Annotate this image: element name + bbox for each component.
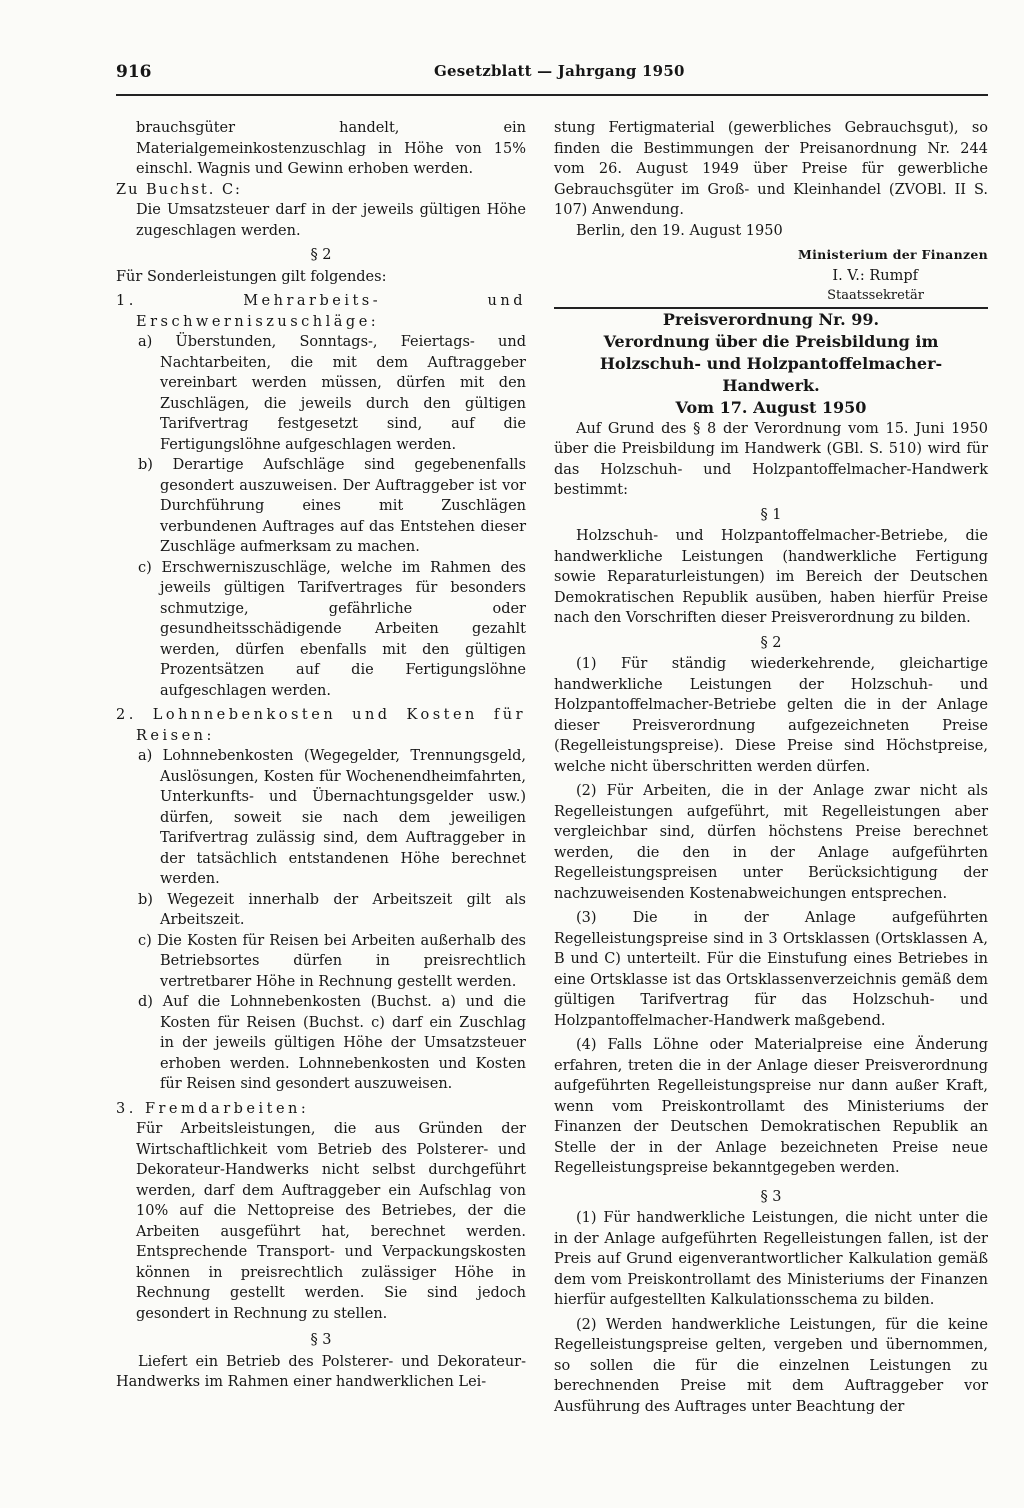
r-section-2-para-1: (1) Für ständig wiederkehrende, gleichartige handwerkliche Leistungen der Holzschuh- und Holzpantoffelmacher-Betriebe gelten die in der Anlage dieser Preisverordnung aufgezeichneten Preise (Regelleistungspreise). Diese Preise sind Höchstpreise, welche nicht überschritten werden dürfen. [554,656,988,775]
ministry-name: Ministerium der Finanzen [797,247,988,262]
item-1b: b) Derartige Aufschläge sind gegebenenfalls gesondert auszuweisen. Der Auftraggeber ist vor Durchführung eines mit Zuschlägen verbundenen Auftrages auf das Entstehen dieser Zuschläge aufmerksam zu machen. [138,457,526,555]
ordinance-number: Preisverordnung Nr. 99. [662,309,880,329]
heading-lohnnebenkosten: 2. Lohnnebenkosten und Kosten für Reisen: [116,707,526,744]
preamble: Auf Grund des § 8 der Verordnung vom 15. Juni 1950 über die Preisbildung im Handwerk (GBl. S. 510) wird für das Holzschuh- und Holzpantoffelmacher-Handwerk bestimmt: [554,420,988,498]
fremdarbeiten-text: Für Arbeitsleistungen, die aus Gründen der Wirtschaftlichkeit vom Betrieb des Polsterer- und Dekorateur-Handwerks nicht selbst durchgeführt werden, darf dem Auftraggeber ein Aufschlag von 10% auf die Nettopreise des Betriebes, der die Arbeiten ausgeführt hat, berechnet werden. Entsprechende Transport- und Verpackungskosten können in preisrechtlich zulässiger Höhe in Rechnung gestellt werden. Sie sind jedoch gesondert in Rechnung zu stellen. [136,1121,526,1322]
page-number: 916 [116,62,152,82]
section-3-heading: § 3 [310,1332,332,1348]
r-section-3-para-2: (2) Werden handwerkliche Leistungen, für die keine Regelleistungspreise gelten, vergeben und übernommen, so sollen die für die einzelnen Leistungen zu berechnenden Preise mit dem Auftraggeber vor Ausführung des Auftrages unter Beachtung der [554,1316,988,1415]
header-rule [116,94,988,96]
r-section-2-para-3: (3) Die in der Anlage aufgeführten Regelleistungspreise sind in 3 Ortsklassen (Ortsklassen A, B und C) unterteilt. Für die Einstufung eines Betriebes in eine Ortsklasse ist das Ortsklassenverzeichnis gemäß dem gültigen Tarifvertrag für das Holzschuh- und Holzpantoffelmacher-Handwerk maßgebend. [554,910,988,1029]
zu-buchst-c-label: Zu Buchst. C: [116,181,242,198]
item-1c: c) Erschwerniszuschläge, welche im Rahmen des jeweils gültigen Tarifvertrages für besonders schmutzige, gefährliche oder gesundheitsschädigende Arbeiten gezahlt werden, dürfen ebenfalls mit den gültigen Prozentsätzen auf die Fertigungslöhne aufgeschlagen werden. [138,559,526,699]
ordinance-date: Vom 17. August 1950 [675,397,867,417]
r-section-1-text: Holzschuh- und Holzpantoffelmacher-Betriebe, die handwerkliche Leistungen (handwerkliche Fertigung sowie Reparaturleistungen) im Bereich der Deutschen Demokratischen Republik ausüben, haben hierfür Preise nach den Vorschriften dieser Preisverordnung zu bilden. [554,528,988,626]
continued-paragraph-right: stung Fertigmaterial (gewerbliches Gebrauchsgut), so finden die Bestimmungen der Preisanordnung Nr. 244 vom 26. August 1949 über Preise für gewerbliche Gebrauchsgüter im Groß- und Kleinhandel (ZVOBl. II S. 107) Anwendung. [554,120,988,218]
running-title: Gesetzblatt — Jahrgang 1950 [434,62,685,80]
page-header [116,62,988,86]
item-2c: c) Die Kosten für Reisen bei Arbeiten außerhalb des Betriebsortes dürfen in preisrechtlich vertretbarer Höhe in Rechnung gestellt werden. [138,932,526,990]
ordinance-title: Verordnung über die Preisbildung im Holzschuh- und Holzpantoffelmacher-Handwerk. [599,331,943,395]
section-2-heading: § 2 [310,247,332,263]
section-3-text: Liefert ein Betrieb des Polsterer- und Dekorateur-Handwerks im Rahmen einer handwerklichen Lei- [116,1353,526,1390]
r-section-2-heading: § 2 [760,634,782,651]
signer-title: Staatssekretär [827,288,924,303]
signer: I. V.: Rumpf [832,267,918,284]
item-1a: a) Überstunden, Sonntags-, Feiertags- und Nachtarbeiten, die mit dem Auftraggeber vereinbart werden müssen, dürfen mit den Zuschlägen, die jeweils durch den gültigen Tarifvertrag festgesetzt sind, auf die Fertigungslöhne aufgeschlagen werden. [138,334,526,453]
left-column [116,118,526,1393]
dateline: Berlin, den 19. August 1950 [576,222,783,239]
item-2b: b) Wegezeit innerhalb der Arbeitszeit gilt als Arbeitszeit. [138,891,526,928]
r-section-3-heading: § 3 [760,1188,782,1205]
continued-paragraph: brauchsgüter handelt, ein Materialgemeinkostenzuschlag in Höhe von 15% einschl. Wagnis und Gewinn erhoben werden. [136,120,526,177]
item-2d: d) Auf die Lohnnebenkosten (Buchst. a) und die Kosten für Reisen (Buchst. c) darf ein Zuschlag in der jeweils gültigen Höhe der Umsatzsteuer erhoben werden. Lohnnebenkosten und Kosten für Reisen sind gesondert auszuweisen. [138,994,526,1092]
r-section-1-heading: § 1 [760,506,782,523]
item-2a: a) Lohnnebenkosten (Wegegelder, Trennungsgeld, Auslösungen, Kosten für Wochenendheimfahrten, Unterkunfts- und Übernachtungsgelder usw.) dürfen, soweit sie nach dem jeweiligen Tarifvertrag zulässig sind, dem Auftraggeber in der tatsächlich entstandenen Höhe berechnet werden. [138,748,526,887]
heading-mehrarbeit: 1. Mehrarbeits- und Erschwerniszuschläge: [116,293,526,330]
section-2-intro: Für Sonderleistungen gilt folgendes: [116,268,387,285]
right-column [554,118,988,1417]
r-section-2-para-4: (4) Falls Löhne oder Materialpreise eine Änderung erfahren, treten die in der Anlage dieser Preisverordnung aufgeführten Regelleistungspreise nur dann außer Kraft, wenn vom Preiskontrollamt des Ministeriums der Finanzen der Deutschen Demokratischen Republik an Stelle der in der Anlage bezeichneten Preise neue Regelleistungspreise bekanntgegeben werden. [554,1037,988,1176]
heading-fremdarbeiten: 3. Fremdarbeiten: [116,1100,310,1117]
zu-buchst-c-text: Die Umsatzsteuer darf in der jeweils gültigen Höhe zugeschlagen werden. [136,202,526,239]
r-section-2-para-2: (2) Für Arbeiten, die in der Anlage zwar nicht als Regelleistungen aufgeführt, mit Regelleistungen aber vergleichbar sind, dürfen höchstens Preise berechnet werden, die den in der Anlage aufgeführten Regelleistungspreisen unter Berücksichtigung der nachzuweisenden Kostenabweichungen entsprechen. [554,783,988,902]
r-section-3-para-1: (1) Für handwerkliche Leistungen, die nicht unter die in der Anlage aufgeführten Regelleistungen fallen, ist der Preis auf Grund eigenverantwortlicher Kalkulation gemäß dem vom Preiskontrollamt des Ministeriums der Finanzen hierfür aufgestellten Kalkulationsschema zu bilden. [554,1210,988,1308]
